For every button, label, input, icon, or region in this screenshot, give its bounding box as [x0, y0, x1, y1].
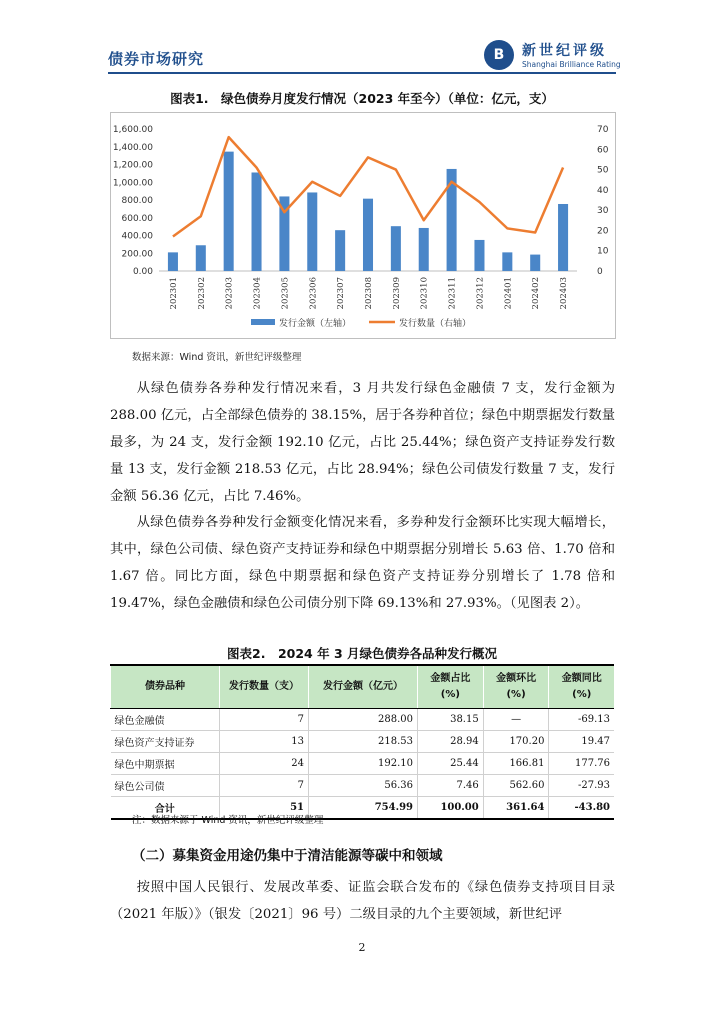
cell-count: 13: [220, 731, 309, 753]
x-tick-label: 202303: [224, 277, 235, 310]
table2-note: 注：数据来源于 Wind 资讯，新世纪评级整理: [132, 815, 324, 826]
cell-count: 7: [220, 709, 309, 731]
bar-202306: [307, 192, 317, 271]
x-tick-label: 202305: [280, 277, 291, 310]
bar-202301: [168, 252, 178, 271]
y-right-tick-label: 20: [597, 226, 609, 237]
cell-count: 24: [220, 753, 309, 775]
y-right-tick-label: 70: [597, 125, 609, 135]
table-row: [111, 775, 615, 797]
x-tick-label: 202302: [196, 277, 207, 310]
bar-202403: [558, 204, 568, 271]
y-left-tick-label: 1,600.00: [112, 125, 153, 135]
legend-bar-label: 发行金额（左轴）: [279, 319, 352, 329]
cell-amount: 288.00: [309, 709, 418, 731]
cell-mom: 166.81: [483, 753, 549, 775]
figure1-source: 数据来源：Wind 资讯，新世纪评级整理: [132, 352, 302, 363]
y-right-tick-label: 50: [597, 165, 609, 176]
bar-202308: [363, 199, 373, 271]
paragraph-3: 按照中国人民银行、发展改革委、证监会联合发布的《绿色债券支持项目目录（2021 年版）》（银发〔2021〕96 号）二级目录的九个主要领域，新世纪评: [110, 880, 615, 922]
cell-type: 合计: [111, 797, 220, 820]
cell-type: 绿色公司债: [111, 775, 220, 797]
bar-202401: [502, 252, 512, 271]
logo-english-name: Shanghai Brilliance Rating: [522, 60, 621, 69]
bar-202304: [252, 172, 262, 271]
cell-amount: 192.10: [309, 753, 418, 775]
cell-type: 绿色金融债: [111, 709, 220, 731]
x-tick-label: 202308: [364, 277, 374, 310]
paragraph-2: 从绿色债券各券种发行金额变化情况来看，多券种发行金额环比实现大幅增长，其中，绿色公司债、绿色资产支持证券和绿色中期票据分别增长 5.63 倍、1.70 倍和 1.67 倍。同比方面，绿色中期票据和绿色资产支持证券分别增长了 1.78 倍和 19.47%，绿色金融债和绿色公司债分别下降 69.13%和 27.93%。（见图表 2）。: [110, 515, 615, 611]
y-left-tick-label: 1,000.00: [112, 178, 153, 189]
cell-share: 100.00: [418, 797, 484, 820]
table-row: [111, 709, 615, 731]
cell-type: 绿色资产支持证券: [111, 731, 220, 753]
cell-yoy: 177.76: [549, 753, 614, 775]
y-right-tick-label: 40: [597, 185, 609, 196]
bar-202309: [391, 226, 401, 271]
y-left-tick-label: 1,200.00: [112, 160, 153, 171]
cell-share: 28.94: [418, 731, 484, 753]
table-row: [111, 731, 615, 753]
cell-count: 7: [220, 775, 309, 797]
cell-type: 绿色中期票据: [111, 753, 220, 775]
logo-mark-icon: B: [484, 40, 514, 70]
y-left-tick-label: 800.00: [121, 196, 153, 206]
y-left-tick-label: 600.00: [121, 213, 153, 224]
th-amount-yoy: 金额同比 (%): [549, 665, 614, 709]
cell-count: 51: [220, 797, 309, 820]
y-right-tick-label: 0: [597, 267, 603, 277]
section-heading: （二）募集资金用途仍集中于清洁能源等碳中和领域: [132, 848, 443, 864]
company-logo: [484, 40, 621, 72]
th-issue-amount: 发行金额（亿元）: [309, 665, 418, 709]
cell-amount: 56.36: [309, 775, 418, 797]
cell-yoy: -43.80: [549, 797, 614, 820]
x-tick-label: 202312: [475, 277, 486, 310]
cell-amount: 218.53: [309, 731, 418, 753]
y-left-tick-label: 1,400.00: [112, 142, 153, 153]
legend-line-label: 发行数量（右轴）: [399, 319, 472, 329]
x-tick-label: 202307: [336, 277, 347, 310]
bar-202302: [196, 245, 206, 271]
cell-yoy: -27.93: [549, 775, 614, 797]
y-left-tick-label: 400.00: [121, 231, 153, 242]
x-tick-label: 202309: [391, 277, 402, 310]
cell-mom: 562.60: [483, 775, 549, 797]
cell-share: 38.15: [418, 709, 484, 731]
x-tick-label: 202401: [503, 277, 514, 310]
bar-202312: [474, 240, 484, 271]
cell-mom: 170.20: [483, 731, 549, 753]
cell-mom: 361.64: [483, 797, 549, 820]
cell-yoy: -69.13: [549, 709, 614, 731]
bar-202303: [224, 152, 234, 271]
th-issue-count: 发行数量（支）: [220, 665, 309, 709]
figure1-title: 图表1. 绿色债券月度发行情况（2023 年至今）（单位：亿元，支）: [170, 91, 554, 106]
th-amount-mom: 金额环比 (%): [483, 665, 549, 709]
x-tick-label: 202306: [308, 277, 319, 310]
cell-mom: —: [483, 709, 549, 731]
legend-bar-swatch: [251, 319, 275, 325]
figure1-chart: [110, 112, 616, 339]
y-right-tick-label: 60: [597, 145, 609, 156]
x-tick-label: 202304: [252, 277, 263, 310]
cell-share: 7.46: [418, 775, 484, 797]
chart-svg: [111, 113, 615, 338]
x-tick-label: 202311: [447, 277, 458, 310]
y-left-tick-label: 200.00: [121, 249, 153, 260]
logo-chinese-name: 新世纪评级: [522, 43, 607, 59]
y-left-tick-label: 0.00: [132, 267, 153, 277]
x-tick-label: 202402: [531, 277, 542, 310]
th-amount-share: 金额占比 (%): [418, 665, 484, 709]
x-tick-label: 202310: [419, 277, 430, 310]
cell-share: 25.44: [418, 753, 484, 775]
y-right-tick-label: 10: [597, 246, 609, 257]
page-number: 2: [358, 941, 366, 954]
table2-title: 图表2. 2024 年 3 月绿色债券各品种发行概况: [227, 646, 497, 661]
table2: [110, 664, 614, 820]
table-header-row: [111, 665, 615, 709]
running-header-title: 债券市场研究: [108, 50, 205, 68]
paragraph-1: 从绿色债券各券种发行情况来看，3 月共发行绿色金融债 7 支，发行金额为 288.00 亿元，占全部绿色债券的 38.15%，居于各券种首位；绿色中期票据发行数量最多，为 24 支，发行金额 192.10 亿元，占比 25.44%；绿色资产支持证券发行数量 13 支，发行金额 218.53 亿元，占比 28.94%；绿色公司债发行数量 7 支，发行金额 56.36 亿元，占比 7.46%。: [110, 381, 615, 504]
bar-202307: [335, 230, 345, 271]
cell-amount: 754.99: [309, 797, 418, 820]
y-right-tick-label: 30: [597, 206, 609, 217]
cell-yoy: 19.47: [549, 731, 614, 753]
header-divider: [108, 72, 616, 74]
x-tick-label: 202301: [168, 277, 179, 310]
table-row: [111, 753, 615, 775]
bar-202310: [419, 228, 429, 271]
x-tick-label: 202403: [559, 277, 570, 310]
bar-202402: [530, 255, 540, 271]
th-bond-type: 债券品种: [111, 665, 220, 709]
